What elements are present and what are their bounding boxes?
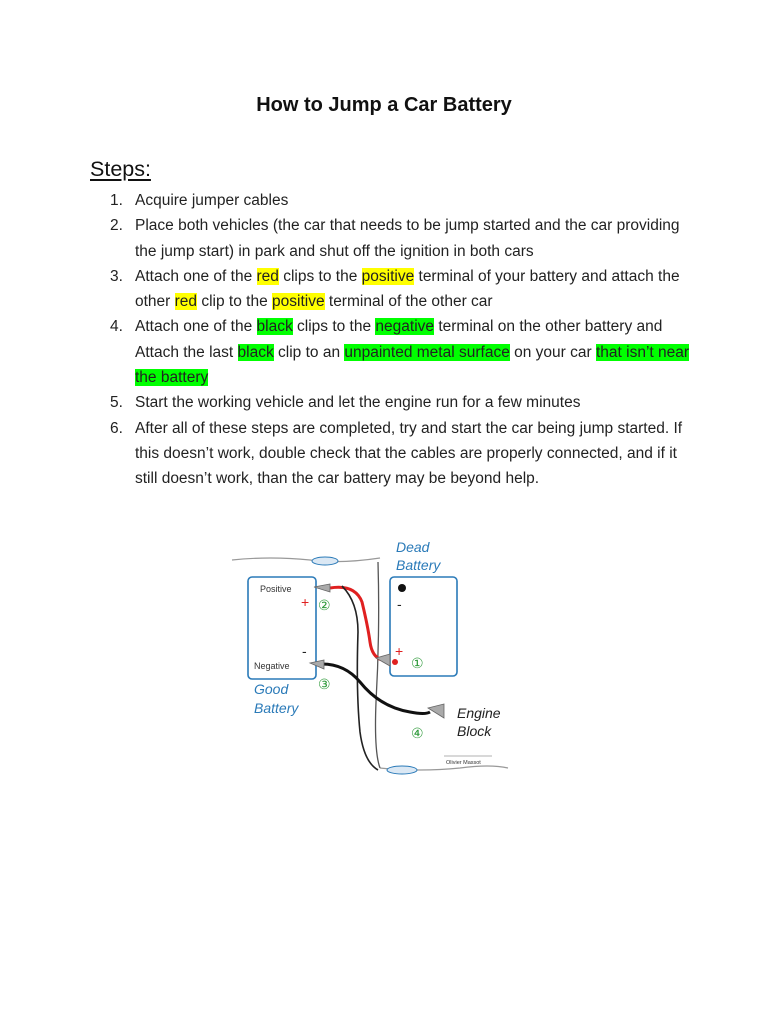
step-text: terminal on the other battery and Attach the last: [135, 318, 663, 361]
step-number: 3.: [110, 267, 123, 285]
engine-block-label-line1: Engine: [457, 705, 501, 721]
dead-battery-label-line1: Dead: [396, 539, 430, 555]
dead-battery-negative-terminal: [398, 584, 406, 592]
step-text: Attach one of the: [135, 267, 257, 285]
highlighted-text: positive: [361, 267, 415, 285]
step-item: [110, 188, 690, 213]
steps-heading: Steps:: [90, 157, 151, 181]
highlighted-text: red: [174, 293, 198, 311]
step-text: clip to the: [197, 293, 273, 311]
step-text: terminal of your battery and attach the other: [135, 267, 680, 311]
highlighted-text: black: [237, 343, 274, 361]
negative-label: Negative: [254, 661, 290, 671]
step-number: 6.: [110, 419, 123, 437]
step-text: After all of these steps are completed, try and start the car being jump started. If this doesn’t work, double check that the cables are properly connected, and if it still doesn’t work, than the car battery may be beyond help.: [135, 419, 683, 488]
red-cable: [330, 587, 382, 660]
step-text: clips to the: [278, 267, 362, 285]
highlighted-text: red: [256, 267, 279, 285]
dead-battery-plus-sign: +: [395, 643, 404, 659]
step-text: Acquire jumper cables: [135, 192, 289, 209]
step-item: [110, 390, 690, 415]
car-divider-line: [376, 562, 381, 768]
diagram-step-1: ①: [411, 655, 424, 671]
step-item: [110, 213, 690, 264]
step-text: Start the working vehicle and let the engine run for a few minutes: [135, 394, 581, 412]
diagram-step-4: ④: [411, 725, 424, 741]
good-battery-plus-sign: +: [301, 594, 310, 610]
step-text: Attach one of the: [135, 318, 257, 336]
car-body-line-top: [232, 558, 380, 562]
steps-list: [110, 188, 690, 492]
jump-start-diagram: [230, 532, 510, 782]
highlighted-text: negative: [375, 318, 435, 336]
page-title: How to Jump a Car Battery: [256, 94, 512, 116]
highlighted-text: that isn’t near the battery: [135, 343, 690, 387]
diagram-credit: Olivier Massot: [446, 760, 481, 766]
step-number: 1.: [110, 192, 123, 209]
dead-battery-label-line2: Battery: [396, 557, 441, 573]
positive-label: Positive: [260, 584, 292, 594]
step-item: [110, 264, 690, 315]
highlighted-text: positive: [272, 293, 325, 311]
good-battery-minus-sign: -: [302, 643, 307, 659]
step-text: clips to the: [292, 318, 376, 336]
step-number: 2.: [110, 217, 123, 235]
step-number: 5.: [110, 394, 123, 412]
good-battery-label-line1: Good: [254, 681, 289, 697]
diagram-step-2: ②: [318, 597, 331, 613]
step-item: [110, 314, 690, 390]
dead-battery-minus-sign: -: [397, 596, 402, 612]
step-text: terminal of the other car: [324, 293, 493, 311]
step-number: 4.: [110, 318, 123, 336]
step-text: on your car: [509, 343, 596, 361]
oval-marker-bottom: [387, 766, 417, 774]
step-item: [110, 416, 690, 492]
good-battery-label-line2: Battery: [254, 700, 299, 716]
diagram-step-3: ③: [318, 676, 331, 692]
red-clamp-tip: [392, 659, 398, 665]
highlighted-text: black: [256, 318, 293, 336]
black-cable-return: [342, 586, 378, 770]
black-clamp-engine-block: [428, 704, 444, 718]
oval-marker-top: [312, 557, 338, 565]
step-text: Place both vehicles (the car that needs to be jump started and the car providing the jump start) in park and shut off the ignition in both cars: [135, 217, 680, 260]
step-text: clip to an: [273, 343, 345, 361]
engine-block-label-line2: Block: [457, 723, 492, 739]
highlighted-text: unpainted metal surface: [344, 343, 510, 361]
